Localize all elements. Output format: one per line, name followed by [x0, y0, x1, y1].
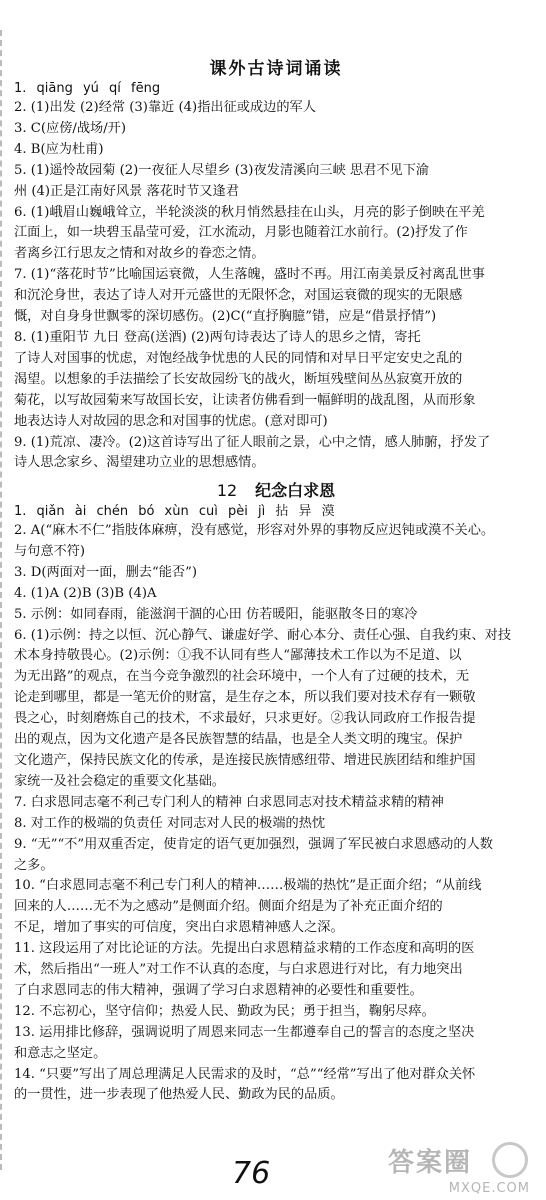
answer-11-line: 了白求恩同志的伟大精神，强调了学习白求恩精神的必要性和重要性。 [14, 982, 423, 998]
answer-2-line: 2. A(“麻木不仁”指肢体麻痹，没有感觉，形容对外界的事物反应迟钝或漠不关心。 [14, 523, 495, 538]
answer-6-line: 论走到哪里，都是一笔无价的财富，是生存之本，所以我们要对技术存有一颗敬 [14, 690, 476, 706]
answer-11-line: 11. 这段运用了对比论证的方法。先提出白求恩精益求精的工作态度和高明的医 [14, 941, 475, 957]
answers-section1 [14, 80, 538, 474]
answer-3: 3. C(应傍/战场/开) [14, 120, 126, 136]
binding-edge [0, 30, 8, 1170]
answer-9-line: 诗人思念家乡、渴望建功立业的思想感情。 [14, 455, 265, 471]
answer-6-line: 文化遗产，保持民族文化的传承，是连接民族情感纽带、增进民族团结和维护国 [14, 752, 476, 768]
answer-8: 8. 对工作的极端的负责任 对同志对人民的极端的热忱 [14, 815, 326, 831]
answer-8-line: 地表达诗人对故园的思念和对国事的忧虑。(意对即可) [14, 413, 328, 429]
answer-6-line: 6. (1)峨眉山巍峨耸立，半轮淡淡的秋月悄然悬挂在山头，月亮的影子倒映在平羌 [14, 204, 485, 220]
answer-5-line: 州 (4)正是江南好风景 落花时节又逢君 [14, 183, 239, 199]
chapter-heading [14, 480, 538, 502]
page-number: 76 [232, 1156, 271, 1191]
answer-6-line: 畏之心，时刻磨炼自己的技术，不求最好，只求更好。②我认同政府工作报告提 [14, 711, 476, 727]
answers-section2 [14, 503, 538, 1106]
answer-11-line: 术，然后指出“一班人”对工作不认真的态度，与白求恩进行对比，有力地突出 [14, 962, 463, 978]
answer-6-line: 术本身持敬畏心。(2)示例：①我不认同有些人“鄙薄技术工作以为不足道、以 [14, 648, 462, 664]
answer-5-line: 5. (1)遥怜故园菊 (2)一夜征人尽望乡 (3)夜发清溪向三峡 思君不见下渝 [14, 162, 430, 178]
answer-14-line: 的一贯性，进一步表现了他热爱人民、勤政为民的品质。 [14, 1087, 344, 1103]
answer-9-line: 之多。 [14, 857, 54, 873]
section-extracurricular-poems [14, 58, 538, 80]
watermark-circle-icon [492, 1142, 528, 1178]
watermark-logo [388, 1142, 538, 1196]
answer-7: 7. 白求恩同志毫不利己专门利人的精神 白求恩同志对技术精益求精的精神 [14, 794, 444, 810]
answer-4: 4. B(应为杜甫) [14, 141, 104, 157]
chapter-number: 12 [216, 481, 238, 500]
answer-2: 2. (1)出发 (2)经常 (3)靠近 (4)指出征或成边的军人 [14, 100, 316, 115]
answer-5: 5. 示例：如同春雨，能滋润干涸的心田 仿若暖阳，能驱散冬日的寒冷 [14, 606, 418, 622]
answer-3: 3. D(两面对一面，删去“能否”) [14, 564, 197, 580]
answer-1: 1. qiāng yú qí fēng [14, 81, 161, 96]
answer-6-line: 为无出路”的观点，在当今竞争激烈的社会环境中，一个人有了过硬的技术，无 [14, 669, 470, 685]
answer-6-line: 江面上，如一块碧玉晶莹可爱，江水流动，月影也随着江水前行。(2)抒发了作 [14, 225, 468, 241]
answer-12: 12. 不忘初心，坚守信仰；热爱人民、勤政为民；勇于担当，鞠躬尽瘁。 [14, 1003, 435, 1019]
answer-6-line: 者离乡江行思友之情和对故乡的眷恋之情。 [14, 246, 265, 262]
answer-8-line: 渴望。以想象的手法描绘了长安故园纷飞的战火，断垣残壁间丛丛寂寞开放的 [14, 371, 463, 387]
answer-9-line: 9. (1)荒凉、凄冷。(2)这首诗写出了征人眼前之景，心中之情，感人肺腑，抒发了 [14, 434, 491, 450]
answer-13-line: 13. 运用排比修辞，强调说明了周恩来同志一生都遵奉自己的誓言的态度之坚决 [14, 1024, 475, 1040]
answer-7-line: 和沉沦身世，表达了诗人对开元盛世的无限怀念，对国运衰微的现实的无限感 [14, 288, 463, 304]
answer-14-line: 14. “只要”写出了周总理满足人民需求的及时，“总”“经常”写出了他对群众关怀 [14, 1066, 476, 1082]
answer-1: 1. qiǎn ài chén bó xùn cuì pèi jì 拈 异 漠 [14, 504, 335, 519]
answer-6-line: 家统一及社会稳定的重要文化基础。 [14, 773, 225, 789]
answer-13-line: 和意志之坚定。 [14, 1045, 107, 1061]
answer-10-line: 10. “白求恩同志毫不利己专门利人的精神……极端的热忱”是正面介绍；“从前线 [14, 878, 482, 894]
answer-10-line: 回来的人……无不为之感动”是侧面介绍。侧面介绍是为了补充正面介绍的 [14, 899, 443, 915]
answer-2-line: 与句意不符) [14, 543, 86, 559]
answer-7-line: 7. (1)“落花时节”比喻国运衰微，人生落魄，盛时不再。用江南美景反衬离乱世事 [14, 267, 485, 283]
answer-4: 4. (1)A (2)B (3)B (4)A [14, 585, 157, 601]
watermark-text: 答案圈 [388, 1148, 473, 1178]
section-title: 课外古诗词诵读 [209, 59, 343, 79]
answer-10-line: 不足，增加了事实的可信度，突出白求恩精神感人之深。 [14, 920, 344, 936]
answer-8-line: 8. (1)重阳节 九日 登高(送酒) (2)两句诗表达了诗人的思乡之情，寄托 [14, 329, 421, 345]
answer-9-line: 9. “无”“不”用双重否定，使肯定的语气更加强烈，强调了军民被白求恩感动的人数 [14, 836, 493, 852]
answer-8-line: 了诗人对国事的忧虑，对饱经战争忧患的人民的同情和对早日平定安史之乱的 [14, 350, 463, 366]
watermark-url: MXQE.COM [448, 1181, 530, 1196]
answer-6-line: 6. (1)示例：持之以恒、沉心静气、谦虚好学、耐心本分、责任心强、自我约束、对技 [14, 627, 512, 643]
answer-7-line: 慨，对自身身世飘零的深切感伤。(2)C(“直抒胸臆”错，应是“借景抒情”) [14, 309, 437, 325]
chapter-title: 纪念白求恩 [255, 481, 336, 500]
answer-6-line: 出的观点，因为文化遗产是各民族智慧的结晶，也是全人类文明的瑰宝。保护 [14, 732, 463, 748]
answer-8-line: 菊花，以写故园菊来写故国长安，让读者仿佛看到一幅鲜明的战乱图，从而形象 [14, 392, 476, 408]
